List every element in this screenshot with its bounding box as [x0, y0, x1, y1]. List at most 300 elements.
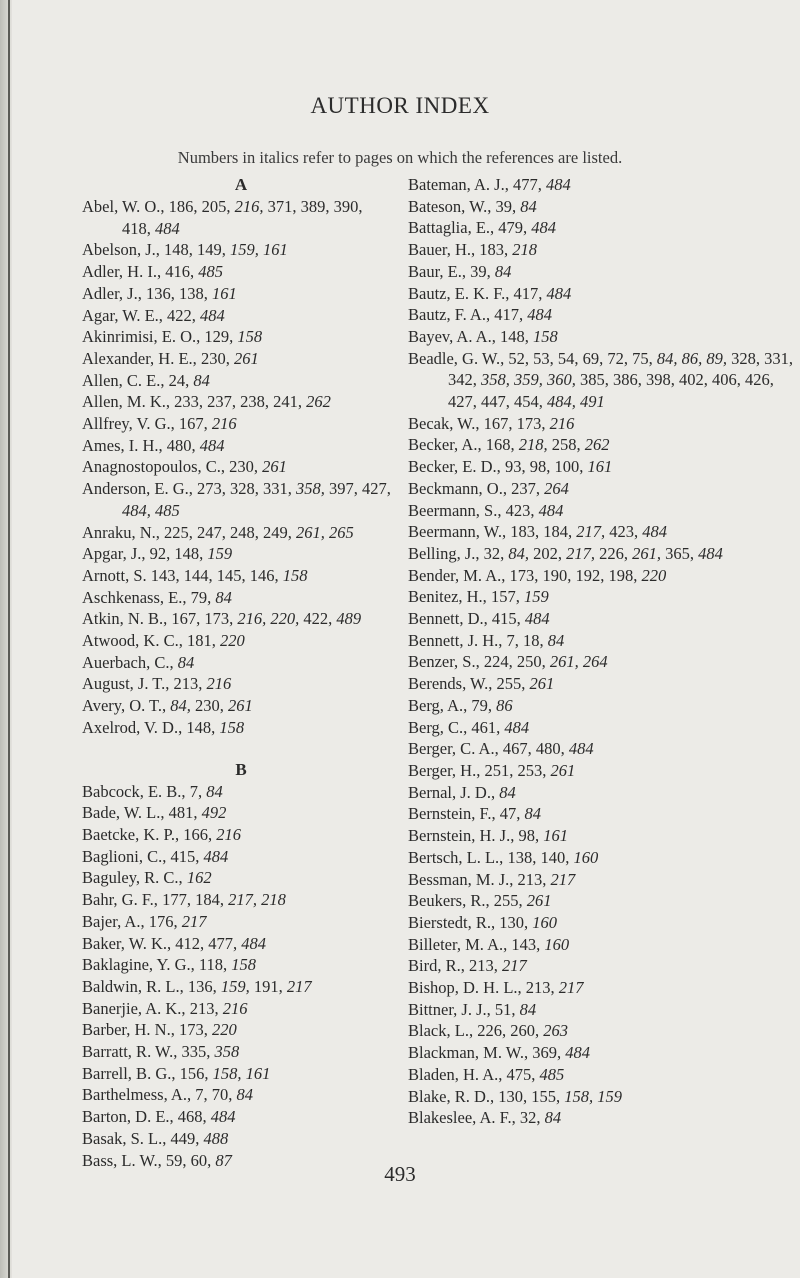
- entry-text: August, J. T.,: [82, 674, 174, 694]
- entry-text: Baglioni, C.,: [82, 846, 171, 866]
- index-entry: [408, 196, 800, 218]
- index-entry: [408, 999, 800, 1021]
- entry-text: Blackman, M. W.,: [408, 1043, 533, 1063]
- entry-text: Allen, M. K.,: [82, 392, 175, 412]
- entry-text: Blakeslee, A. F.,: [408, 1108, 520, 1128]
- entry-text: 24,: [168, 370, 194, 390]
- entry-italic-pages: 484: [200, 305, 225, 325]
- entry-italic-pages: 484: [203, 846, 229, 866]
- entry-text: Barthelmess, A.,: [82, 1085, 196, 1105]
- entry-italic-pages: 220: [219, 631, 245, 651]
- entry-text: 335,: [181, 1042, 215, 1062]
- entry-text: 233, 237, 238, 241,: [174, 392, 307, 412]
- section-gap: [82, 739, 392, 759]
- entry-text: 157,: [490, 587, 524, 607]
- entry-text: Anraku, N.,: [82, 522, 165, 542]
- entry-italic-pages: 261: [262, 457, 287, 477]
- entry-text: Berger, H.,: [408, 760, 485, 780]
- entry-italic-pages: 84, 86, 89,: [656, 348, 727, 368]
- entry-text: 230,: [190, 696, 229, 716]
- entry-text: Allen, C. E.,: [82, 370, 169, 390]
- entry-text: 79,: [190, 587, 216, 607]
- entry-text: 213,: [189, 998, 223, 1018]
- index-entry: [82, 933, 392, 955]
- entry-italic-pages: 216, 220,: [237, 609, 300, 629]
- entry-text: Abelson, J.,: [82, 240, 165, 260]
- entry-text: 148,: [499, 326, 533, 346]
- entry-italic-pages: 161: [543, 826, 568, 846]
- entry-text: Baklagine, Y. G.,: [82, 955, 199, 975]
- entry-text: 481,: [168, 803, 202, 823]
- index-entry: [408, 543, 800, 565]
- entry-text: Bernstein, F.,: [408, 804, 500, 824]
- entry-italic-pages: 217: [558, 978, 584, 998]
- index-entry: [408, 717, 800, 739]
- entry-text: 449,: [170, 1128, 204, 1148]
- entry-italic-pages: 484: [504, 717, 530, 737]
- entry-text: Barber, H. N.,: [82, 1020, 179, 1040]
- index-entry: [82, 781, 392, 803]
- entry-text: 213,: [173, 674, 207, 694]
- index-entry: [82, 608, 392, 630]
- entry-text: Benzer, S.,: [408, 652, 484, 672]
- page-subtitle: Numbers in italics refer to pages on which the references are listed.: [177, 148, 623, 167]
- entry-text: Beukers, R.,: [408, 891, 494, 911]
- entry-text: 417,: [513, 283, 547, 303]
- index-entry: [408, 456, 800, 478]
- entry-italic-pages: 158: [237, 327, 263, 347]
- entry-text: Bessman, M. J.,: [408, 869, 518, 889]
- entry-text: Black, L.,: [408, 1021, 478, 1041]
- entry-text: 92, 148,: [149, 544, 208, 564]
- entry-text: 202,: [529, 543, 567, 563]
- entry-text: Basak, S. L.,: [82, 1128, 171, 1148]
- index-entry: [82, 283, 392, 305]
- entry-text: Bade, W. L.,: [82, 803, 169, 823]
- entry-italic-pages: 217,: [566, 543, 596, 563]
- entry-italic-pages: 160: [532, 912, 557, 932]
- entry-italic-pages: 484: [155, 218, 180, 238]
- index-entry: [82, 326, 392, 348]
- entry-text: Adler, J.,: [82, 283, 146, 303]
- entry-text: 32,: [483, 543, 509, 563]
- entry-italic-pages: 160: [573, 847, 599, 867]
- entry-italic-pages: 159: [523, 587, 549, 607]
- entry-text: 138, 140,: [507, 847, 574, 867]
- entry-text: Beermann, W.,: [408, 522, 511, 542]
- section-letter: B: [235, 759, 247, 779]
- entry-text: 226, 260,: [477, 1021, 544, 1041]
- index-entry: [82, 954, 392, 976]
- entry-text: 79,: [471, 695, 497, 715]
- entry-italic-pages: 84: [499, 782, 516, 802]
- entry-italic-pages: 484: [527, 305, 552, 325]
- entry-italic-pages: 216: [216, 824, 242, 844]
- entry-italic-pages: 159: [207, 544, 233, 564]
- entry-text: 148, 149,: [164, 240, 231, 260]
- entry-italic-pages: 485: [539, 1064, 565, 1084]
- entry-text: Baker, W. K.,: [82, 933, 176, 953]
- entry-text: 237,: [511, 478, 545, 498]
- index-entry: [408, 673, 800, 695]
- entry-text: Bass, L. W.,: [82, 1150, 166, 1170]
- index-entry: [408, 521, 800, 543]
- entry-text: 477,: [512, 175, 546, 194]
- entry-text: Belling, J.,: [408, 543, 484, 563]
- entry-text: Berg, A.,: [408, 695, 472, 715]
- entry-text: 475,: [506, 1064, 540, 1084]
- index-entry: [408, 283, 800, 305]
- entry-text: 93, 98, 100,: [504, 457, 588, 477]
- entry-text: Beermann, S.,: [408, 500, 506, 520]
- entry-text: 32,: [519, 1108, 545, 1128]
- index-entry: [82, 587, 392, 609]
- entry-text: Berg, C.,: [408, 717, 472, 737]
- entry-text: 480,: [166, 435, 200, 455]
- entry-italic-pages: 262: [306, 392, 331, 412]
- entry-italic-pages: 262: [584, 435, 610, 455]
- entry-text: Bateman, A. J.,: [408, 175, 513, 194]
- entry-italic-pages: 264: [544, 478, 569, 498]
- entry-text: 168,: [485, 435, 519, 455]
- section-letter: A: [234, 175, 248, 194]
- entry-text: Barrell, B. G.,: [82, 1063, 180, 1083]
- entry-text: Beadle, G. W.,: [408, 348, 509, 368]
- entry-text: 7, 70,: [195, 1085, 237, 1105]
- entry-text: 51,: [494, 999, 520, 1019]
- entry-text: 468,: [177, 1107, 211, 1127]
- entry-text: Bernstein, H. J.,: [408, 826, 519, 846]
- entry-text: Bautz, F. A.,: [408, 305, 495, 325]
- index-entry: [408, 1042, 800, 1064]
- index-entry: [408, 1064, 800, 1086]
- entry-text: 230,: [200, 348, 234, 368]
- index-entry: [82, 717, 392, 739]
- index-entry: [408, 934, 800, 956]
- index-entry: [408, 217, 800, 239]
- entry-text: Bayev, A. A.,: [408, 326, 500, 346]
- index-entry: [408, 239, 800, 261]
- entry-text: Akinrimisi, E. O.,: [82, 327, 205, 347]
- index-entry: [82, 889, 392, 911]
- entry-text: 167,: [178, 414, 212, 434]
- entry-text: Baur, E.,: [408, 261, 471, 281]
- entry-text: 7, 18,: [506, 630, 548, 650]
- entry-italic-pages: 492: [201, 803, 227, 823]
- index-entry: [82, 695, 392, 717]
- entry-text: Billeter, M. A.,: [408, 934, 512, 954]
- entry-text: Agar, W. E.,: [82, 305, 168, 325]
- index-entry: [408, 348, 800, 413]
- index-entry: [408, 955, 800, 977]
- entry-italic-pages: 158: [282, 565, 308, 585]
- entry-text: Bender, M. A.,: [408, 565, 510, 585]
- entry-text: Barratt, R. W.,: [82, 1042, 182, 1062]
- entry-text: Alexander, H. E.,: [82, 348, 201, 368]
- index-entry: [408, 977, 800, 999]
- entry-italic-pages: 217: [550, 869, 576, 889]
- entry-text: Atkin, N. B.,: [82, 609, 172, 629]
- entry-text: 415,: [170, 846, 204, 866]
- index-entry: [408, 565, 800, 587]
- entry-italic-pages: 216: [211, 414, 237, 434]
- entry-text: Anderson, E. G.,: [82, 479, 198, 499]
- index-entry: [408, 782, 800, 804]
- index-entry: [82, 1084, 392, 1106]
- entry-italic-pages: 84,: [508, 543, 530, 563]
- index-entry: [82, 998, 392, 1020]
- index-entry: [82, 348, 392, 370]
- index-entry: [82, 1106, 392, 1128]
- entry-italic-pages: 162: [186, 868, 212, 888]
- binding-line: [8, 0, 10, 1278]
- entry-text: 166,: [183, 824, 217, 844]
- index-entry: [82, 867, 392, 889]
- entry-text: 98,: [518, 826, 544, 846]
- entry-text: 191,: [249, 976, 287, 996]
- entry-text: Beckmann, O.,: [408, 478, 512, 498]
- entry-text: Berends, W.,: [408, 674, 497, 694]
- entry-text: Allfrey, V. G.,: [82, 414, 179, 434]
- entry-italic-pages: 489: [336, 609, 362, 629]
- entry-text: Berger, C. A.,: [408, 739, 503, 759]
- entry-italic-pages: 220: [211, 1020, 237, 1040]
- entry-text: Bernal, J. D.,: [408, 782, 500, 802]
- index-entry: [408, 869, 800, 891]
- entry-text: 156,: [179, 1063, 213, 1083]
- entry-italic-pages: 261: [233, 348, 259, 368]
- entry-text: Becker, E. D.,: [408, 457, 505, 477]
- entry-text: 176,: [148, 911, 182, 931]
- entry-text: Axelrod, V. D.,: [82, 717, 187, 737]
- entry-text: 226,: [595, 543, 633, 563]
- entry-text: Bautz, E. K. F.,: [408, 283, 514, 303]
- index-entry: [82, 824, 392, 846]
- index-entry: [82, 413, 392, 435]
- index-entry: [82, 976, 392, 998]
- index-entry: [82, 435, 392, 457]
- entry-italic-pages: 217, 218: [228, 890, 286, 910]
- entry-text: 397, 427,: [324, 479, 391, 499]
- entry-italic-pages: 217: [501, 956, 527, 976]
- index-entry: [408, 413, 800, 435]
- entry-italic-pages: 84: [206, 781, 223, 801]
- index-entry: [408, 586, 800, 608]
- entry-text: 225, 247, 248, 249,: [164, 522, 297, 542]
- entry-text: Bajer, A.,: [82, 911, 149, 931]
- index-entry: [82, 1128, 392, 1150]
- entry-italic-pages: 84: [544, 1108, 562, 1128]
- entry-text: 273, 328, 331,: [197, 479, 297, 499]
- entry-italic-pages: 84: [177, 652, 195, 672]
- entry-italic-pages: 158: [219, 717, 245, 737]
- index-entry: [408, 261, 800, 283]
- entry-text: Becker, A.,: [408, 435, 486, 455]
- entry-text: 255,: [496, 674, 530, 694]
- entry-italic-pages: 484: [210, 1107, 236, 1127]
- entry-italic-pages: 216: [549, 413, 575, 433]
- entry-italic-pages: 84: [193, 370, 210, 390]
- binding-edge: [0, 0, 12, 1278]
- index-entry: [82, 565, 392, 587]
- index-entry: [82, 543, 392, 565]
- entry-italic-pages: 263: [543, 1021, 568, 1041]
- entry-text: Auerbach, C.,: [82, 652, 178, 672]
- index-entry: [408, 630, 800, 652]
- entry-text: Apgar, J.,: [82, 544, 150, 564]
- index-entry: [82, 239, 392, 261]
- entry-text: 417,: [494, 305, 528, 325]
- index-entry: [82, 196, 392, 239]
- entry-text: Aschkenass, E.,: [82, 587, 191, 607]
- entry-italic-pages: 84: [520, 196, 537, 216]
- entry-italic-pages: 216: [206, 674, 232, 694]
- entry-italic-pages: 84,: [170, 696, 191, 716]
- entry-text: Babcock, E. B.,: [82, 781, 190, 801]
- entry-italic-pages: 488: [203, 1128, 229, 1148]
- entry-text: 422,: [167, 305, 201, 325]
- entry-text: Bishop, D. H. L.,: [408, 978, 526, 998]
- entry-text: 47,: [499, 804, 525, 824]
- index-entry: [82, 456, 392, 478]
- entry-text: 183,: [479, 240, 513, 260]
- index-entry: [82, 1041, 392, 1063]
- entry-italic-pages: 161: [211, 283, 237, 303]
- entry-text: 183, 184,: [510, 522, 577, 542]
- entry-text: 467, 480,: [502, 739, 569, 759]
- index-entry: [82, 478, 392, 521]
- index-entry: [82, 1019, 392, 1041]
- entry-italic-pages: 158: [532, 326, 558, 346]
- entry-italic-pages: 161: [587, 457, 613, 477]
- entry-text: 130,: [499, 912, 533, 932]
- entry-text: 59, 60,: [165, 1150, 216, 1170]
- index-column-right: [408, 174, 800, 1129]
- entry-text: Bauer, H.,: [408, 240, 480, 260]
- entry-text: 365,: [661, 543, 699, 563]
- entry-italic-pages: 484: [546, 283, 572, 303]
- index-entry: [408, 738, 800, 760]
- index-entry: [408, 912, 800, 934]
- index-entry: [408, 608, 800, 630]
- entry-italic-pages: 216: [222, 998, 248, 1018]
- entry-text: Blake, R. D.,: [408, 1086, 499, 1106]
- entry-italic-pages: 261, 264: [549, 652, 608, 672]
- entry-text: 422,: [299, 609, 337, 629]
- entry-italic-pages: 216,: [234, 197, 264, 216]
- index-entry: [408, 1086, 800, 1108]
- entry-text: Bahr, G. F.,: [82, 890, 163, 910]
- entry-text: 213,: [517, 869, 551, 889]
- entry-italic-pages: 158: [231, 955, 257, 975]
- entry-italic-pages: 84: [547, 630, 565, 650]
- index-entry: [82, 802, 392, 824]
- entry-italic-pages: 218: [512, 240, 538, 260]
- entry-text: 213,: [468, 956, 502, 976]
- entry-italic-pages: 484: [531, 218, 557, 238]
- entry-italic-pages: 484: [241, 933, 267, 953]
- entry-text: 416,: [165, 262, 199, 282]
- entry-text: Baetcke, K. P.,: [82, 824, 184, 844]
- index-entry: [82, 305, 392, 327]
- page-title: AUTHOR INDEX: [310, 93, 490, 118]
- entry-text: Bennett, D.,: [408, 609, 492, 629]
- entry-text: 129,: [204, 327, 238, 347]
- entry-text: 412, 477,: [175, 933, 242, 953]
- index-entry: [82, 630, 392, 652]
- entry-text: Bird, R.,: [408, 956, 469, 976]
- entry-text: Bladen, H. A.,: [408, 1064, 507, 1084]
- entry-italic-pages: 484: [538, 500, 564, 520]
- entry-italic-pages: 261: [526, 891, 552, 911]
- entry-text: Baguley, R. C.,: [82, 868, 187, 888]
- entry-italic-pages: 158, 159: [564, 1086, 623, 1106]
- entry-italic-pages: 261, 265: [296, 522, 354, 542]
- entry-italic-pages: 84: [236, 1085, 253, 1105]
- entry-text: 118,: [198, 955, 232, 975]
- index-entry: [82, 1063, 392, 1085]
- index-entry: [408, 760, 800, 782]
- entry-text: Banerjie, A. K.,: [82, 998, 190, 1018]
- entry-text: 173, 190, 192, 198,: [509, 565, 642, 585]
- entry-italic-pages: 158, 161: [212, 1063, 271, 1083]
- entry-italic-pages: 484: [524, 609, 550, 629]
- entry-text: Baldwin, R. L.,: [82, 976, 188, 996]
- entry-text: Ames, I. H.,: [82, 435, 167, 455]
- index-entry: [408, 651, 800, 673]
- index-entry: [82, 673, 392, 695]
- index-entry: [82, 522, 392, 544]
- entry-text: 415,: [491, 609, 525, 629]
- entry-text: 148,: [186, 717, 220, 737]
- entry-italic-pages: 84: [215, 587, 232, 607]
- entry-italic-pages: 86: [496, 695, 513, 715]
- entry-text: Becak, W.,: [408, 413, 484, 433]
- entry-italic-pages: 84: [494, 261, 512, 281]
- entry-italic-pages: 261: [550, 760, 576, 780]
- index-entry: [408, 1020, 800, 1042]
- entry-text: 328, 331, 342,: [448, 348, 793, 390]
- index-entry: [408, 500, 800, 522]
- entry-text: 143, 144, 145, 146,: [150, 565, 283, 585]
- entry-text: 52, 53, 54, 69, 72, 75,: [508, 348, 657, 368]
- entry-text: 213,: [525, 978, 559, 998]
- entry-italic-pages: 84: [524, 804, 541, 824]
- index-entry: [408, 695, 800, 717]
- entry-text: 143,: [511, 934, 545, 954]
- entry-italic-pages: 159, 161: [230, 240, 288, 260]
- entry-text: 371, 389, 390, 418,: [122, 197, 363, 238]
- index-entry: [82, 652, 392, 674]
- entry-italic-pages: 217,: [576, 522, 606, 542]
- entry-text: 173,: [178, 1020, 212, 1040]
- entry-text: Arnott, S.: [82, 565, 151, 585]
- entry-italic-pages: 84: [519, 999, 537, 1019]
- entry-text: 167, 173,: [483, 413, 550, 433]
- entry-italic-pages: 484: [568, 739, 594, 759]
- index-entry: [82, 370, 392, 392]
- index-entry: [82, 846, 392, 868]
- index-entry: [408, 825, 800, 847]
- entry-italic-pages: 358,: [296, 479, 325, 499]
- entry-text: 423,: [505, 500, 539, 520]
- entry-text: Bierstedt, R.,: [408, 912, 500, 932]
- entry-italic-pages: 261: [529, 674, 555, 694]
- entry-text: 167, 173,: [171, 609, 238, 629]
- entry-italic-pages: 217: [181, 911, 207, 931]
- index-entry: [408, 803, 800, 825]
- entry-text: 385, 386, 398, 402, 406, 426, 427, 447, 454,: [448, 370, 774, 412]
